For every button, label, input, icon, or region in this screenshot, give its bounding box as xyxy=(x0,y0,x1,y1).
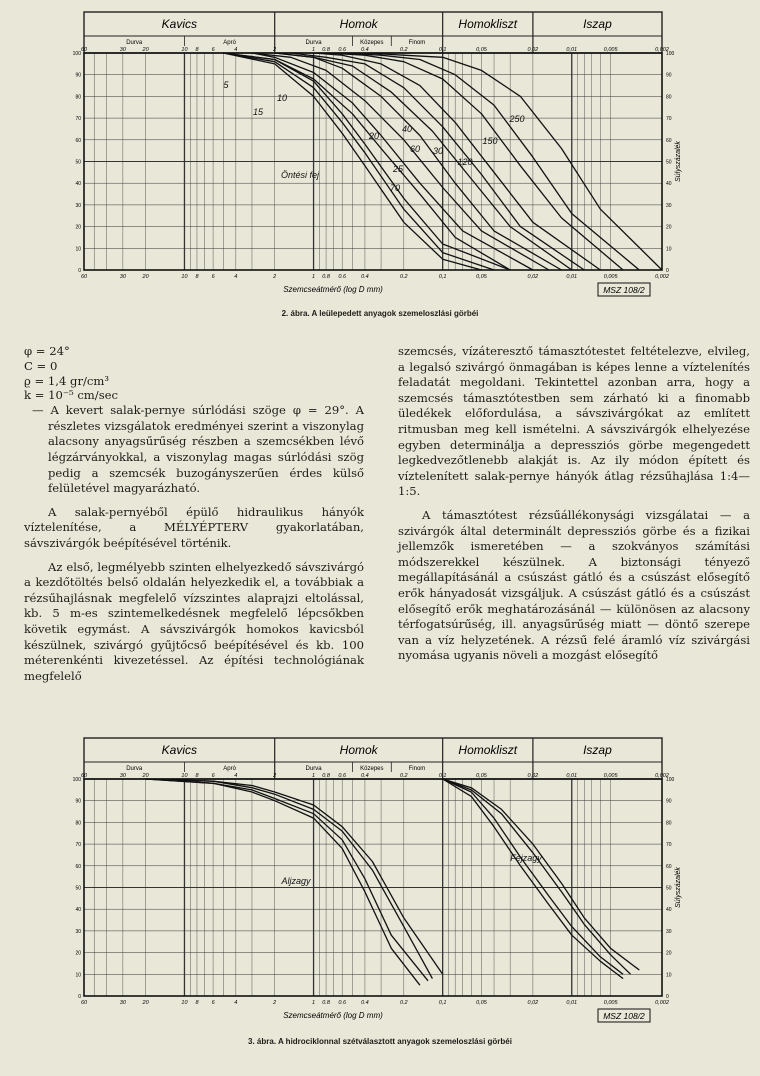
header-label: Kavics xyxy=(161,17,198,31)
y-tick-label-left: 100 xyxy=(72,777,81,783)
bottom-tick-label: 0.8 xyxy=(322,1000,330,1006)
y-tick-label-left: 10 xyxy=(75,246,81,253)
figure-2-chart xyxy=(0,8,760,308)
formula-phi: φ = 24° xyxy=(24,344,70,358)
x-axis-label: Szemcseátmérő (log D mm) xyxy=(283,1011,383,1020)
standard-stamp: MSZ 108/2 xyxy=(603,285,645,295)
curve-label: 40 xyxy=(401,124,413,134)
left-column xyxy=(24,344,364,684)
y-axis-label: Súlyszázalék xyxy=(675,867,682,908)
y-tick-label-left: 60 xyxy=(75,137,81,144)
y-tick-label-right: 70 xyxy=(666,116,672,123)
top-tick-label: 0.6 xyxy=(338,47,347,53)
bottom-tick-label: 0,02 xyxy=(527,1000,539,1006)
curve-label: 25 xyxy=(392,164,404,174)
top-tick-label: 0,02 xyxy=(527,773,539,779)
bottom-tick-label: 0,1 xyxy=(438,274,447,280)
standard-stamp: MSZ 108/2 xyxy=(603,1011,645,1021)
bottom-tick-label: 0,005 xyxy=(603,1000,618,1006)
header-label: Homok xyxy=(339,743,378,757)
y-tick-label-left: 30 xyxy=(75,928,81,935)
y-tick-label-right: 20 xyxy=(666,950,672,957)
bottom-tick-label: 0.6 xyxy=(338,1000,347,1006)
subheader-label: Durva xyxy=(305,40,322,46)
y-tick-label-right: 10 xyxy=(666,246,672,253)
y-tick-label-left: 70 xyxy=(75,116,81,123)
top-tick-label: 8 xyxy=(195,773,199,779)
figure-3-caption: 3. ábra. A hidrociklonnal szétválasztott anyagok szemeloszlási görbéi xyxy=(248,1037,512,1046)
y-tick-label-right: 100 xyxy=(666,51,675,57)
y-tick-label-right: 10 xyxy=(666,972,672,979)
top-tick-label: 60 xyxy=(80,47,88,53)
top-tick-label: 30 xyxy=(119,47,126,53)
bottom-tick-label: 0.4 xyxy=(361,1000,369,1006)
bottom-tick-label: 0.4 xyxy=(361,274,369,280)
y-tick-label-right: 60 xyxy=(666,863,672,870)
bottom-tick-label: 0,05 xyxy=(476,1000,487,1006)
bottom-tick-label: 20 xyxy=(142,1000,149,1006)
paragraph-support-body: szemcsés, vízáteresztő támasztótestet feltételezve, elvileg, a legalsó szivárgó önmagában is képes lenne a víztelenítés feladatát megoldani. Tekintettel azonban arra, hogy a szemcsés támasztótestben sem zárható ki a finomabb üledékek előfordulása, a sávszivárgókat az említett ritmusban meg kell ismételni. A sávszivárgók elhelyezése egyben determinálja a depressziós görbe megengedett legkedvezőtlenebb alakját is. Az ily módon épített és víztelenített salak-pernye hányók átlag rézsűhajlása 1:4—1:5. xyxy=(398,344,750,499)
top-tick-label: 0,1 xyxy=(438,47,447,53)
figure-2 xyxy=(0,8,760,308)
formula-rho: ϱ = 1,4 gr/cm³ xyxy=(24,373,110,388)
curve-label: 10 xyxy=(276,93,288,103)
bottom-tick-label: 30 xyxy=(119,274,126,280)
y-tick-label-right: 20 xyxy=(666,224,672,231)
curve-label: 20 xyxy=(368,131,380,141)
curve-label: 70 xyxy=(389,183,401,193)
bottom-tick-label: 0,002 xyxy=(655,1000,669,1006)
bottom-tick-label: 8 xyxy=(195,1000,199,1006)
subheader-label: Közepes xyxy=(360,766,384,772)
subheader-label: Közepes xyxy=(360,40,384,46)
y-tick-label-right: 30 xyxy=(666,928,672,935)
top-tick-label: 2 xyxy=(273,773,277,779)
subheader-label: Durva xyxy=(126,40,143,46)
curve-label: Fejzagy xyxy=(510,853,542,863)
curve-label: 150 xyxy=(482,136,498,146)
bottom-tick-label: 0,002 xyxy=(655,274,669,280)
header-label: Iszap xyxy=(583,17,612,31)
top-tick-label: 30 xyxy=(119,773,126,779)
y-tick-label-right: 100 xyxy=(666,777,675,783)
top-tick-label: 0,1 xyxy=(438,773,447,779)
bottom-tick-label: 0,01 xyxy=(566,1000,578,1006)
top-tick-label: 0,005 xyxy=(603,47,618,53)
subheader-label: Finom xyxy=(408,766,426,772)
top-tick-label: 0,01 xyxy=(566,47,578,53)
bottom-tick-label: 0,05 xyxy=(476,274,487,280)
top-tick-label: 1 xyxy=(312,773,316,779)
bottom-tick-label: 4 xyxy=(234,274,238,280)
y-tick-label-right: 40 xyxy=(666,181,672,188)
bottom-tick-label: 0.8 xyxy=(322,274,330,280)
y-tick-label-right: 0 xyxy=(666,268,669,274)
y-tick-label-left: 40 xyxy=(75,907,81,914)
y-tick-label-left: 40 xyxy=(75,181,81,188)
top-tick-label: 0,05 xyxy=(476,773,487,779)
top-tick-label: 6 xyxy=(211,773,215,779)
bottom-tick-label: 2 xyxy=(273,1000,277,1006)
y-tick-label-right: 30 xyxy=(666,202,672,209)
bottom-tick-label: 1 xyxy=(312,1000,316,1006)
formula-c: C = 0 xyxy=(24,358,58,373)
top-tick-label: 10 xyxy=(181,47,188,53)
curve-label: 15 xyxy=(252,107,264,117)
y-tick-label-left: 90 xyxy=(75,72,81,79)
y-tick-label-left: 50 xyxy=(75,885,81,892)
y-tick-label-right: 80 xyxy=(666,820,672,827)
y-tick-label-left: 100 xyxy=(72,51,81,57)
top-tick-label: 4 xyxy=(234,773,238,779)
grading-curve xyxy=(443,779,631,974)
bottom-tick-label: 1 xyxy=(312,274,316,280)
paragraph-friction-angle: — A kevert salak-pernye súrlódási szöge φ = 29°. A részletes vizsgálatok eredményei szerint a viszonylag alacsony anyagsűrűség részben a szemcsékben lévő légzárványokkal, a viszonylag magas súrlódási szög pedig a szemcsék buzogányszerűen érdes külső felületével magyarázható. xyxy=(32,403,364,496)
y-tick-label-left: 60 xyxy=(75,863,81,870)
y-tick-label-left: 0 xyxy=(78,268,81,274)
y-tick-label-right: 60 xyxy=(666,137,672,144)
subheader-label: Durva xyxy=(305,766,322,772)
top-tick-label: 0.2 xyxy=(399,773,408,779)
y-tick-label-right: 50 xyxy=(666,885,672,892)
header-label: Kavics xyxy=(161,743,198,757)
header-label: Homok xyxy=(339,17,378,31)
figure-2-caption: 2. ábra. A leülepedett anyagok szemeloszlási görbéi xyxy=(281,309,479,318)
header-label: Homokliszt xyxy=(458,743,518,757)
bottom-tick-label: 60 xyxy=(80,274,88,280)
top-tick-label: 0.6 xyxy=(338,773,347,779)
y-tick-label-left: 20 xyxy=(75,950,81,957)
y-tick-label-left: 90 xyxy=(75,798,81,805)
top-tick-label: 2 xyxy=(273,47,277,53)
top-tick-label: 0.2 xyxy=(399,47,408,53)
bottom-tick-label: 0.6 xyxy=(338,274,347,280)
subheader-label: Durva xyxy=(126,766,143,772)
y-tick-label-left: 0 xyxy=(78,994,81,1000)
top-tick-label: 0,01 xyxy=(566,773,578,779)
bottom-tick-label: 0.2 xyxy=(399,1000,408,1006)
y-tick-label-right: 90 xyxy=(666,72,672,79)
top-tick-label: 0,02 xyxy=(527,47,539,53)
y-axis-label: Súlyszázalék xyxy=(675,141,682,182)
subheader-label: Finom xyxy=(408,40,426,46)
y-tick-label-right: 80 xyxy=(666,94,672,101)
header-label: Iszap xyxy=(583,743,612,757)
bottom-tick-label: 6 xyxy=(211,1000,215,1006)
top-tick-label: 0.8 xyxy=(322,47,330,53)
top-tick-label: 20 xyxy=(142,773,149,779)
bottom-tick-label: 20 xyxy=(142,274,149,280)
top-tick-label: 4 xyxy=(234,47,238,53)
top-tick-label: 8 xyxy=(195,47,199,53)
bottom-tick-label: 0,005 xyxy=(603,274,618,280)
top-tick-label: 10 xyxy=(181,773,188,779)
top-tick-label: 20 xyxy=(142,47,149,53)
bottom-tick-label: 8 xyxy=(195,274,199,280)
top-tick-label: 0,002 xyxy=(655,47,669,53)
top-tick-label: 0,05 xyxy=(476,47,487,53)
y-tick-label-left: 80 xyxy=(75,820,81,827)
curve-label: Aljzagy xyxy=(281,876,311,886)
top-tick-label: 0.4 xyxy=(361,773,369,779)
curve-label: 60 xyxy=(409,144,421,154)
y-tick-label-left: 10 xyxy=(75,972,81,979)
curve-label: Öntési fej xyxy=(280,170,320,180)
y-tick-label-right: 50 xyxy=(666,159,672,166)
y-tick-label-left: 80 xyxy=(75,94,81,101)
curve-label: 120 xyxy=(457,157,473,167)
bottom-tick-label: 10 xyxy=(181,1000,188,1006)
y-tick-label-left: 30 xyxy=(75,202,81,209)
bottom-tick-label: 4 xyxy=(234,1000,238,1006)
bottom-tick-label: 2 xyxy=(273,274,277,280)
subheader-label: Apró xyxy=(223,40,236,46)
y-tick-label-right: 90 xyxy=(666,798,672,805)
bottom-tick-label: 6 xyxy=(211,274,215,280)
bottom-tick-label: 0,02 xyxy=(527,274,539,280)
subheader-label: Apró xyxy=(223,766,236,772)
top-tick-label: 0.8 xyxy=(322,773,330,779)
paragraph-drainage-intro: A salak-pernyéből épülő hidraulikus hányók víztelenítése, a MÉLYÉPTERV gyakorlatában, sávszivárgók beépítésével történik. xyxy=(24,504,364,550)
paragraph-slope-stability: A támasztótest rézsűállékonysági vizsgálatai — a szivárgók által determinált depressziós görbe és a fizikai jellemzők ismeretében — a szokványos számítási módszerekkel készülnek. A biztonsági tényező megállapításánál a csúszást gátló és a csúszást elősegítő erők hányadosát vizsgáljuk. A csúszást gátló és a csúszást elősegítő erők meghatározásánál — különösen az alacsony térfogatsúrűség, ill. anyagsűrűség miatt — döntő szerepe van a víz helyzetének. A rézsű felé áramló víz szivárgási nyomása ugyanis növeli a mozgást elősegítő xyxy=(398,507,750,663)
y-tick-label-right: 70 xyxy=(666,842,672,849)
formula-k: k = 10⁻⁵ cm/sec xyxy=(24,388,119,403)
top-tick-label: 60 xyxy=(80,773,88,779)
bottom-tick-label: 0,1 xyxy=(438,1000,447,1006)
top-tick-label: 0,002 xyxy=(655,773,669,779)
header-label: Homokliszt xyxy=(458,17,518,31)
bottom-tick-label: 0,01 xyxy=(566,274,578,280)
curve-label: 30 xyxy=(432,146,444,156)
grading-curve xyxy=(443,779,640,970)
y-tick-label-left: 20 xyxy=(75,224,81,231)
y-tick-label-right: 40 xyxy=(666,907,672,914)
figure-3-chart xyxy=(0,734,760,1034)
curve-label: 5 xyxy=(223,80,229,90)
paragraph-strip-drains: Az első, legmélyebb szinten elhelyezkedő sávszivárgó a kezdőtöltés belső oldalán helyezkedik el, a továbbiak a rézsűhajlásnak megfelelő vízszintes alaprajzi eltolással, kb. 5 m-es szintemelkedésnek megfelelő lépcsőkben követik egymást. A sávszivárgók homokos kavicsból készülnek, szivárgó gyűjtőcső beépítésével és kb. 100 méterenkénti kivezetéssel. Az építési technológiának megfelelő xyxy=(24,559,364,683)
top-tick-label: 6 xyxy=(211,47,215,53)
bottom-tick-label: 60 xyxy=(80,1000,88,1006)
top-tick-label: 1 xyxy=(312,47,316,53)
right-column xyxy=(398,344,750,664)
y-tick-label-left: 50 xyxy=(75,159,81,166)
bottom-tick-label: 10 xyxy=(181,274,188,280)
y-tick-label-left: 70 xyxy=(75,842,81,849)
x-axis-label: Szemcseátmérő (log D mm) xyxy=(283,285,383,294)
bottom-tick-label: 30 xyxy=(119,1000,126,1006)
figure-3 xyxy=(0,734,760,1034)
bottom-tick-label: 0.2 xyxy=(399,274,408,280)
curve-label: 250 xyxy=(509,114,525,124)
y-tick-label-right: 0 xyxy=(666,994,669,1000)
top-tick-label: 0,005 xyxy=(603,773,618,779)
top-tick-label: 0.4 xyxy=(361,47,369,53)
